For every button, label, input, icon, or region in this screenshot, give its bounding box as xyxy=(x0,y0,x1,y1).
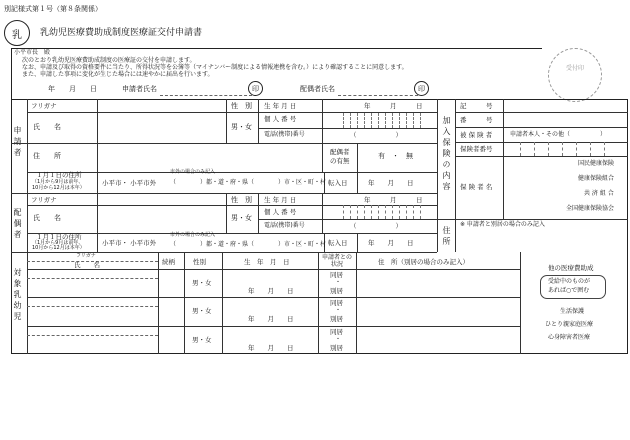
spouse-move-in-date[interactable]: 年 月 日 xyxy=(368,239,414,247)
insurance-kind-union[interactable]: 健康保険組合 xyxy=(578,175,615,182)
applicant-jan1-label: １月１日の住所 xyxy=(36,171,82,179)
spouse-status-label: 配偶者の有無 xyxy=(330,148,350,165)
child3-birth[interactable]: 年 月 日 xyxy=(248,344,294,352)
spouse-pref-fill[interactable]: （ ）都・道・府・県（ ）市・区・町・村 xyxy=(170,241,327,248)
spouse-furigana-label: フリガナ xyxy=(31,196,57,204)
other-aid-welfare[interactable]: 生活保護 xyxy=(560,308,585,315)
spouse-birth-value[interactable]: 年 月 日 xyxy=(364,196,423,204)
spouse-phone-label: 電話(携帯)番号 xyxy=(264,222,305,229)
applicant-mynumber-label: 個 人 番 号 xyxy=(264,115,297,123)
applicant-birth-label: 生 年 月 日 xyxy=(264,102,297,110)
applicant-name-line[interactable] xyxy=(160,95,252,96)
insurance-number-label: 番 号 xyxy=(460,116,493,124)
children-section-label: 対象乳幼児 xyxy=(13,268,22,323)
applicant-name-label: 申請者氏名 xyxy=(122,85,157,93)
applicant-move-in-label: 転入日 xyxy=(328,179,348,187)
insurance-kind-mutual[interactable]: 共 済 組 合 xyxy=(584,190,614,197)
applicant-move-in-date[interactable]: 年 月 日 xyxy=(368,179,414,187)
child-cohabit-header: 申請者との状況 xyxy=(321,254,352,268)
insurance-symbol-label: 記 号 xyxy=(460,102,493,110)
applicant-section-label: 申請者 xyxy=(13,126,22,159)
child3-cohabit-b[interactable]: 別居 xyxy=(330,344,343,352)
child2-cohabit-b[interactable]: 別居 xyxy=(330,315,343,323)
applicant-phone-parens[interactable]: （ ） xyxy=(350,131,402,139)
spouse-mynumber-label: 個 人 番 号 xyxy=(264,208,297,216)
spouse-birth-label: 生 年 月 日 xyxy=(264,196,297,204)
spouse-seal: 印 xyxy=(414,81,429,96)
spouse-gender-label: 性 別 xyxy=(231,196,252,204)
form-number: 別記様式第１号（第８条関係） xyxy=(4,5,102,13)
child1-gender[interactable]: 男・女 xyxy=(192,279,212,287)
other-aid-single-parent[interactable]: ひとり親家庭医療 xyxy=(545,321,594,328)
insurance-section-label: 加入保険の内容 xyxy=(442,116,451,193)
other-aid-disability[interactable]: 心身障害者医療 xyxy=(548,334,591,341)
child-furigana-header: フリガナ xyxy=(76,253,96,259)
spouse-jan1-label: １月１日の住所 xyxy=(36,233,82,241)
spouse-city-options[interactable]: 小平市・ 小平市外 xyxy=(102,239,157,247)
intro-line-1: 次のとおり乳幼児医療費助成制度の医療証の交付を申請します。 xyxy=(22,57,196,64)
residence-note: ※ 申請者と別居の場合のみ記入 xyxy=(460,221,545,228)
applicant-address-label: 住 所 xyxy=(33,152,61,160)
form-title: 乳幼児医療費助成制度医療証交付申請書 xyxy=(40,28,203,38)
applicant-jan1-note2: 10月から12月は本年） xyxy=(32,185,85,191)
child1-cohabit-a[interactable]: 同居 xyxy=(330,271,343,279)
receipt-stamp-label: 受付印 xyxy=(566,65,585,72)
other-aid-heading: 他の医療費助成 xyxy=(548,264,594,272)
applicant-jan1-note1: （1月から9月は前年、 xyxy=(32,179,84,185)
child1-birth[interactable]: 年 月 日 xyxy=(248,287,294,295)
signature-date[interactable]: 年 月 日 xyxy=(48,85,97,93)
spouse-name-label: 配偶者氏名 xyxy=(300,85,335,93)
spouse-jan1-note1: （1月から9月は前年、 xyxy=(32,240,84,246)
applicant-phone-label: 電話(携帯)番号 xyxy=(264,131,305,138)
other-aid-box-line2: あれば○で囲む xyxy=(548,287,590,294)
applicant-birth-value[interactable]: 年 月 日 xyxy=(364,102,423,110)
spouse-phone-parens[interactable]: （ ） xyxy=(350,222,402,230)
applicant-gender-label: 性 別 xyxy=(231,102,252,110)
spouse-jan1-note2: 10月から12月は本年） xyxy=(32,245,85,251)
addressee: 小平市長 殿 xyxy=(14,49,51,56)
form-badge: 乳 xyxy=(4,20,30,46)
spouse-gender-options[interactable]: 男・女 xyxy=(231,214,252,222)
child1-cohabit-b[interactable]: 別居 xyxy=(330,287,343,295)
applicant-city-options[interactable]: 小平市・ 小平市外 xyxy=(102,179,157,187)
child3-cohabit-a[interactable]: 同居 xyxy=(330,328,343,336)
child2-gender[interactable]: 男・女 xyxy=(192,307,212,315)
spouse-section-label: 配偶者 xyxy=(13,208,22,241)
intro-line-2: なお、申請及び取得の資格要件に当たり、所得状況等を公簿等（マイナンバー制度による情報連携を含む。）により確認することに同意します。 xyxy=(22,64,408,71)
applicant-pref-fill[interactable]: （ ）都・道・府・県（ ）市・区・町・村 xyxy=(170,179,327,186)
spouse-name-line[interactable] xyxy=(338,95,418,96)
applicant-seal: 印 xyxy=(248,81,263,96)
insurer-name-label: 保 険 者 名 xyxy=(460,183,493,191)
child-relation-header: 続柄 xyxy=(162,258,175,266)
applicant-gender-options[interactable]: 男・女 xyxy=(231,123,252,131)
child3-gender[interactable]: 男・女 xyxy=(192,336,212,344)
child-gender-header: 性別 xyxy=(193,258,206,266)
insured-label: 被 保 険 者 xyxy=(460,131,493,139)
spouse-name-label-row: 氏 名 xyxy=(33,214,61,222)
applicant-outside-note: 市外の場合のみ記入 xyxy=(170,169,216,175)
spouse-outside-note: 市外の場合のみ記入 xyxy=(170,232,216,238)
insurance-kind-national[interactable]: 国民健康保険 xyxy=(578,160,615,167)
child-birth-header: 生 年 月 日 xyxy=(244,258,290,266)
spouse-move-in-label: 転入日 xyxy=(328,239,348,247)
receipt-stamp-circle xyxy=(548,48,602,102)
child-address-header: 住 所（別居の場合のみ記入） xyxy=(378,258,469,266)
residence-label: 住所 xyxy=(442,226,451,248)
other-aid-box-line1: 受給中のものが xyxy=(548,278,591,285)
child2-cohabit-a[interactable]: 同居 xyxy=(330,299,343,307)
insurance-kind-association[interactable]: 全国健康保険協会 xyxy=(566,205,615,212)
applicant-name-label-row: 氏 名 xyxy=(33,123,61,131)
applicant-furigana-label: フリガナ xyxy=(31,102,57,110)
insurer-number-label: 保険者番号 xyxy=(460,145,493,153)
child2-birth[interactable]: 年 月 日 xyxy=(248,315,294,323)
intro-line-3: また、申請した事項に変化が生じた場合には速やかに届出を行います。 xyxy=(22,71,214,78)
spouse-status-options[interactable]: 有 ・ 無 xyxy=(378,152,413,160)
child-name-header: 氏 名 xyxy=(74,261,100,269)
insured-options[interactable]: 申請者本人・その他（ ） xyxy=(510,131,607,138)
